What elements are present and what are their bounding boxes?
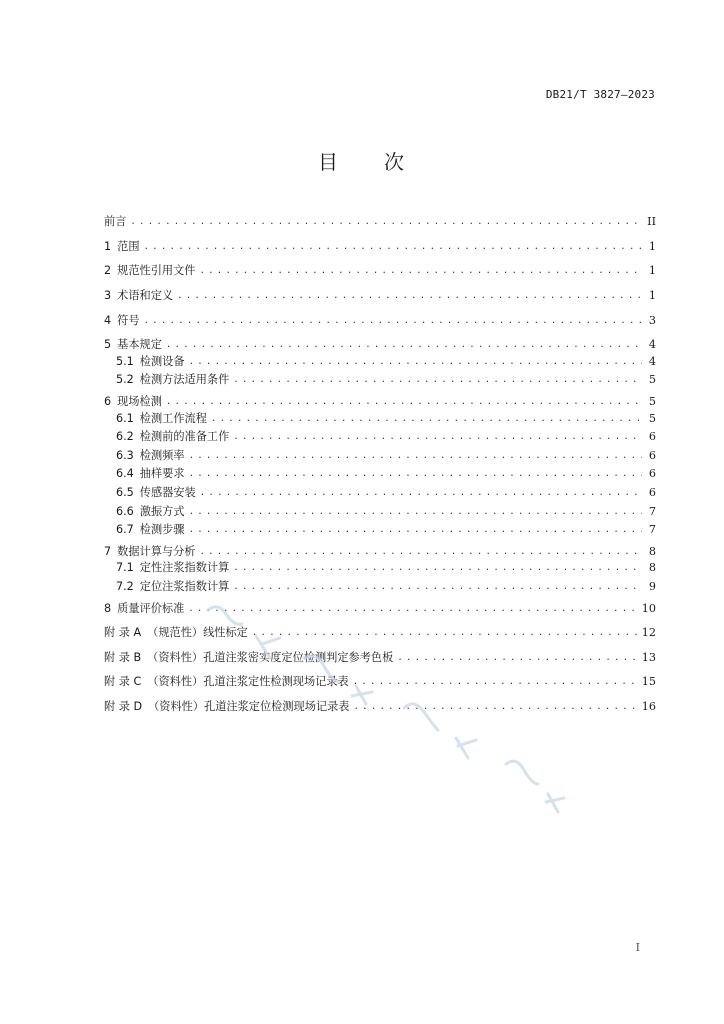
toc-entry-6-2[interactable] <box>104 428 656 447</box>
toc-leader-dots <box>354 700 638 714</box>
toc-entry-6-6[interactable] <box>104 502 656 521</box>
page-number: I <box>635 941 640 954</box>
toc-entry-number: 6.4 <box>116 467 134 481</box>
toc-entry-scope[interactable] <box>104 235 656 260</box>
toc-leader-dots <box>199 264 642 278</box>
toc-entry-number: 6.5 <box>116 486 134 500</box>
toc-entry-label: 检测设备 <box>139 354 185 368</box>
toc-entry-6-7[interactable] <box>104 521 656 540</box>
toc-entry-number: 附 录 A <box>104 626 142 640</box>
toc-page-number: 1 <box>648 239 656 253</box>
toc-leader-dots <box>166 338 642 352</box>
table-of-contents <box>104 210 656 719</box>
toc-entry-number: 附 录 B <box>104 650 142 664</box>
toc-leader-dots <box>189 449 642 463</box>
toc-leader-dots <box>233 580 642 594</box>
toc-page-number: 16 <box>641 699 656 713</box>
toc-leader-dots <box>130 215 642 229</box>
toc-page-number: 9 <box>648 579 656 593</box>
page-title <box>0 146 724 175</box>
toc-entry-number: 4 <box>104 313 112 327</box>
toc-leader-dots <box>189 505 642 519</box>
title-char-2: 次 <box>384 150 406 174</box>
toc-entry-label: （资料性）孔道注浆定位检测现场记录表 <box>148 699 350 713</box>
toc-leader-dots <box>188 602 637 616</box>
toc-entry-7-1[interactable] <box>104 559 656 578</box>
toc-entry-appendix-c[interactable] <box>104 670 656 695</box>
toc-page-number: 3 <box>648 313 656 327</box>
toc-entry-number: 5.1 <box>116 354 134 368</box>
toc-entry-6-4[interactable] <box>104 465 656 484</box>
toc-entry-label: 检测前的准备工作 <box>139 430 230 444</box>
watermark-stroke <box>456 738 476 758</box>
toc-entry-number: 6.7 <box>116 523 134 537</box>
toc-entry-label: 符号 <box>117 313 140 327</box>
toc-leader-dots <box>177 289 642 303</box>
toc-entry-label: 检测步骤 <box>139 523 185 537</box>
toc-leader-dots <box>189 523 642 537</box>
toc-entry-number: 7 <box>104 544 112 558</box>
toc-entry-label: 术语和定义 <box>117 289 174 303</box>
toc-entry-number: 5 <box>104 338 112 352</box>
toc-entry-label: 检测频率 <box>139 448 185 462</box>
toc-page-number: 6 <box>648 467 656 481</box>
toc-leader-dots <box>144 314 642 328</box>
toc-leader-dots <box>189 355 642 369</box>
toc-page-number: 12 <box>641 626 656 640</box>
toc-page-number: 6 <box>648 430 656 444</box>
toc-entry-normative-references[interactable] <box>104 259 656 284</box>
toc-entry-appendix-a[interactable] <box>104 621 656 646</box>
toc-page-number: 8 <box>648 544 656 558</box>
toc-page-number: 7 <box>648 504 656 518</box>
toc-page-number: II <box>647 215 656 229</box>
toc-entry-label: （资料性）孔道注浆定性检测现场记录表 <box>147 675 349 689</box>
toc-entry-label: 定位注浆指数计算 <box>139 579 230 593</box>
toc-entry-7-2[interactable] <box>104 578 656 597</box>
toc-leader-dots <box>252 626 638 640</box>
toc-entry-number: 3 <box>104 289 112 303</box>
toc-entry-label: 检测方法适用条件 <box>139 373 230 387</box>
toc-entry-number: 7.1 <box>116 561 134 575</box>
toc-entry-number: 5.2 <box>116 373 134 387</box>
toc-entry-label: 检测工作流程 <box>139 411 207 425</box>
toc-entry-label: （资料性）孔道注浆密实度定位检测判定参考色板 <box>147 650 394 664</box>
toc-page-number: 15 <box>641 675 656 689</box>
toc-entry-6-1[interactable] <box>104 409 656 428</box>
toc-entry-number: 6 <box>104 395 112 409</box>
toc-leader-dots <box>233 430 642 444</box>
toc-entry-number: 8 <box>104 601 112 615</box>
toc-entry-label: 范围 <box>117 239 140 253</box>
toc-page-number: 5 <box>648 373 656 387</box>
toc-leader-dots <box>200 486 642 500</box>
toc-entry-quality-standard[interactable] <box>104 596 656 621</box>
toc-page-number: 4 <box>648 338 656 352</box>
toc-leader-dots <box>397 651 637 665</box>
toc-page-number: 7 <box>648 523 656 537</box>
toc-entry-label: （规范性）线性标定 <box>147 626 248 640</box>
toc-entry-number: 6.1 <box>116 411 134 425</box>
toc-entry-symbols[interactable] <box>104 308 656 333</box>
toc-entry-label: 传感器安装 <box>139 486 196 500</box>
toc-entry-number: 7.2 <box>116 579 134 593</box>
toc-page-number: 6 <box>648 448 656 462</box>
toc-page-number: 4 <box>648 354 656 368</box>
toc-page-number: 13 <box>641 650 656 664</box>
toc-entry-label: 抽样要求 <box>139 467 185 481</box>
toc-entry-6-3[interactable] <box>104 447 656 466</box>
toc-page-number: 5 <box>648 395 656 409</box>
toc-entry-label: 现场检测 <box>117 395 162 409</box>
toc-entry-label: 质量评价标准 <box>117 601 185 615</box>
toc-entry-6-5[interactable] <box>104 484 656 503</box>
watermark-stroke <box>506 761 538 784</box>
toc-page-number: 10 <box>641 601 656 615</box>
watermark-stroke <box>546 794 564 812</box>
toc-page-number: 1 <box>648 264 656 278</box>
toc-page-number: 6 <box>648 486 656 500</box>
title-char-1: 目 <box>318 150 340 174</box>
toc-entry-label: 数据计算与分析 <box>117 544 196 558</box>
toc-page-number: 8 <box>648 561 656 575</box>
toc-entry-appendix-b[interactable] <box>104 645 656 670</box>
toc-leader-dots <box>233 373 642 387</box>
toc-entry-label: 激振方式 <box>139 504 185 518</box>
toc-leader-dots <box>353 675 638 689</box>
toc-entry-appendix-d[interactable] <box>104 695 656 720</box>
toc-leader-dots <box>166 395 642 409</box>
toc-entry-label: 规范性引用文件 <box>117 264 196 278</box>
toc-entry-label: 基本规定 <box>117 338 162 352</box>
toc-entry-number: 6.3 <box>116 448 134 462</box>
toc-entry-terms[interactable] <box>104 284 656 309</box>
toc-entry-number: 附 录 D <box>104 699 143 713</box>
toc-leader-dots <box>233 561 642 575</box>
toc-leader-dots <box>199 545 642 559</box>
toc-entry-number: 6.2 <box>116 430 134 444</box>
toc-entry-number: 2 <box>104 264 112 278</box>
standard-code: DB21/T 3827—2023 <box>545 88 655 101</box>
toc-entry-label: 前言 <box>104 215 127 229</box>
toc-entry-foreword[interactable] <box>104 210 656 235</box>
toc-entry-number: 6.6 <box>116 504 134 518</box>
toc-leader-dots <box>144 240 642 254</box>
toc-page-number: 5 <box>648 411 656 425</box>
toc-entry-number: 附 录 C <box>104 675 142 689</box>
toc-entry-number: 1 <box>104 239 112 253</box>
toc-entry-label: 定性注浆指数计算 <box>139 561 230 575</box>
toc-page-number: 1 <box>648 289 656 303</box>
toc-leader-dots <box>211 412 642 426</box>
toc-entry-5-1[interactable] <box>104 353 656 372</box>
toc-leader-dots <box>189 467 642 481</box>
toc-entry-5-2[interactable] <box>104 371 656 390</box>
